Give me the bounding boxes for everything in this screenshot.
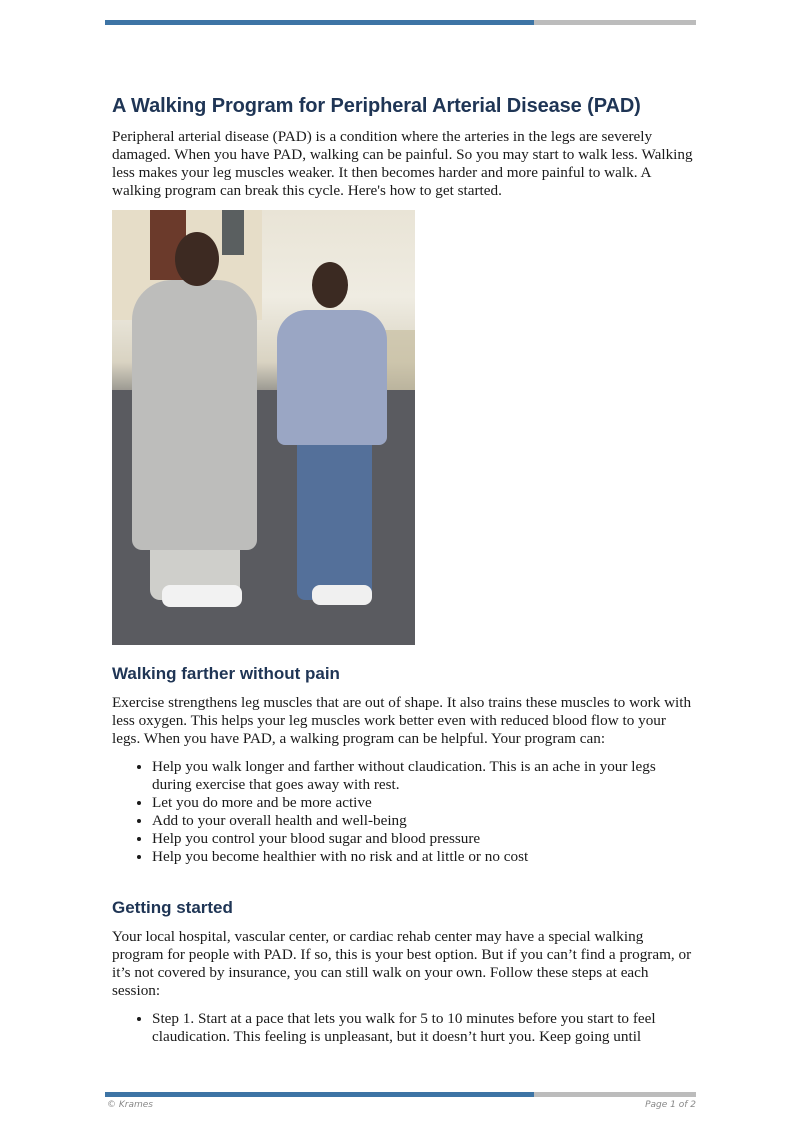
photo-man-head bbox=[175, 232, 219, 286]
section-body: Your local hospital, vascular center, or cardiac rehab center may have a special walking program for people with PAD. If so, this is your best option. But if you can’t find a program, or it’s not covered by insurance, you can still walk on your own. Follow these steps at each session: bbox=[112, 928, 692, 999]
section-getting-started bbox=[112, 898, 697, 1046]
page-title: A Walking Program for Peripheral Arterial Disease (PAD) bbox=[112, 95, 641, 117]
photo-woman-legs bbox=[297, 435, 372, 600]
footer-rule-primary bbox=[105, 1092, 534, 1097]
list-item: • Step 1. Start at a pace that lets you walk for 5 to 10 minutes before you start to feel claudication. This feeling is unpleasant, but it doesn’t hurt you. Keep going until bbox=[152, 1010, 697, 1046]
list-item: • Add to your overall health and well-being bbox=[152, 812, 697, 830]
photo-woman-body bbox=[277, 310, 387, 445]
page-footer bbox=[107, 1100, 696, 1110]
section-heading: Walking farther without pain bbox=[112, 664, 340, 683]
intro-paragraph: Peripheral arterial disease (PAD) is a condition where the arteries in the legs are severely damaged. When you have PAD, walking can be painful. So you may start to walk less. Walking less makes your leg muscles weaker. It then becomes harder and more painful to walk. A walking program can break this cycle. Here's how to get started. bbox=[112, 128, 693, 199]
header-rule-secondary bbox=[534, 20, 696, 25]
header-rule-primary bbox=[105, 20, 534, 25]
walking-couple-photo bbox=[112, 210, 415, 645]
footer-rule-secondary bbox=[534, 1092, 696, 1097]
list-item: • Help you become healthier with no risk and at little or no cost bbox=[152, 848, 697, 866]
page-number: Page 1 of 2 bbox=[645, 1100, 696, 1110]
photo-man-body bbox=[132, 280, 257, 550]
photo-man-shoes bbox=[162, 585, 242, 607]
section-body: Exercise strengthens leg muscles that are out of shape. It also trains these muscles to work with less oxygen. This helps your leg muscles work better even with reduced blood flow to your legs. When you have PAD, a walking program can be helpful. Your program can: bbox=[112, 694, 692, 747]
copyright-text: © Krames bbox=[107, 1100, 153, 1110]
photo-woman-shoes bbox=[312, 585, 372, 605]
document-body bbox=[112, 94, 697, 1046]
list-item: • Help you control your blood sugar and blood pressure bbox=[152, 830, 697, 848]
photo-window bbox=[222, 210, 244, 255]
benefits-list bbox=[112, 758, 697, 866]
photo-woman-head bbox=[312, 262, 348, 308]
section-heading: Getting started bbox=[112, 898, 233, 917]
steps-list bbox=[112, 1010, 697, 1046]
footer-rule bbox=[105, 1092, 696, 1097]
header-rule bbox=[105, 20, 696, 25]
list-item: • Help you walk longer and farther without claudication. This is an ache in your legs during exercise that goes away with rest. bbox=[152, 758, 697, 794]
section-walking-farther bbox=[112, 664, 697, 866]
list-item: • Let you do more and be more active bbox=[152, 794, 697, 812]
